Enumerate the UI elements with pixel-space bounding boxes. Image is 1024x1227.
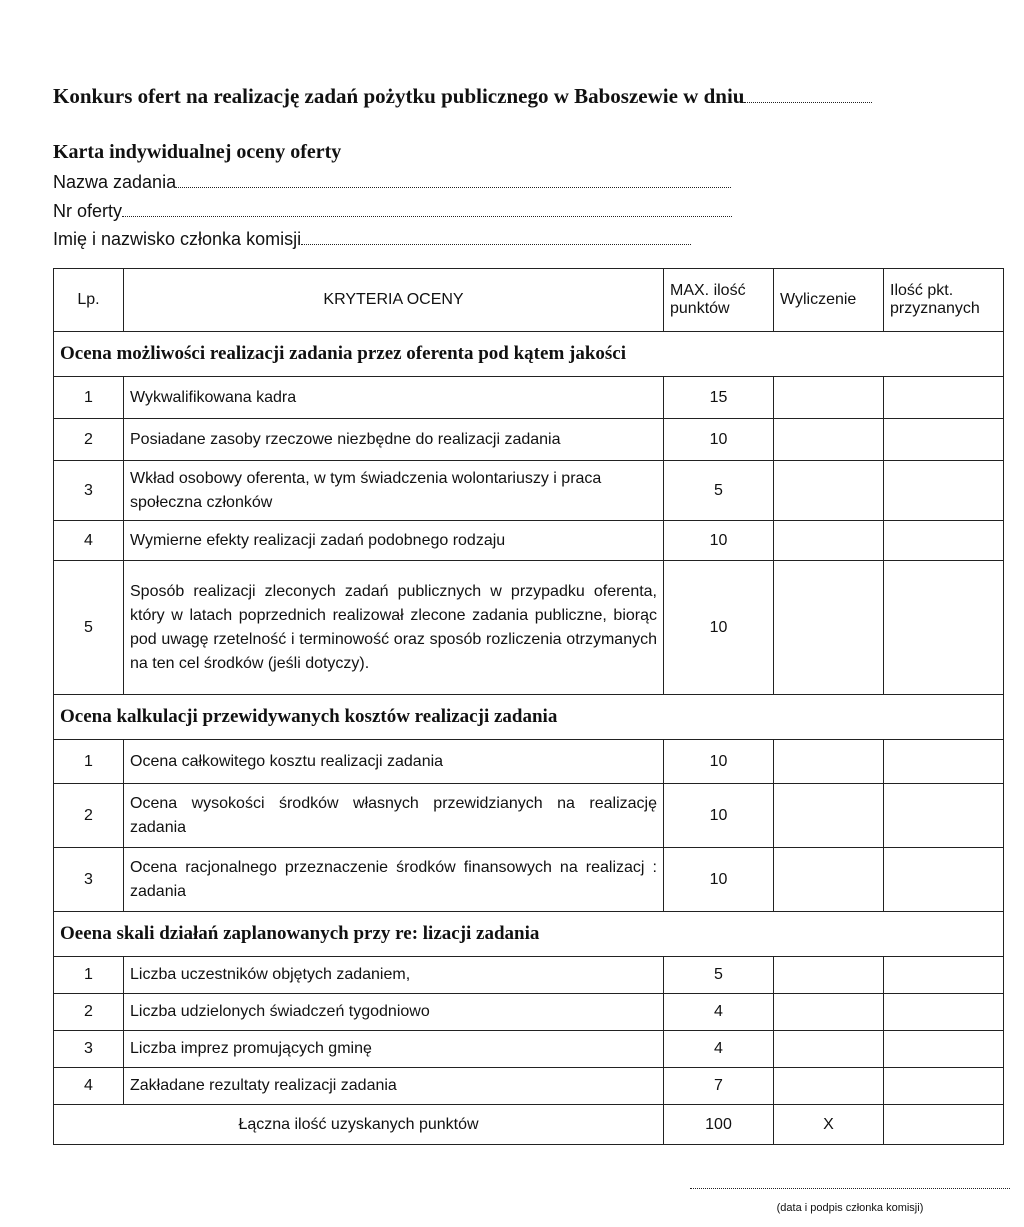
signature-block [690, 1188, 1010, 1214]
calc-cell[interactable] [774, 994, 884, 1031]
col-lp-header: Lp. [54, 269, 124, 332]
total-label: Łączna ilość uzyskanych punktów [54, 1105, 664, 1145]
field-offer-number-label: Nr oferty [53, 201, 123, 221]
total-row [54, 1105, 1004, 1145]
awarded-points-cell[interactable] [884, 377, 1004, 419]
col-max-header-line1: MAX. ilość [670, 282, 746, 299]
field-task-name [53, 172, 731, 193]
calc-cell[interactable] [774, 461, 884, 521]
contest-heading-text: Konkurs ofert na realizację zadań pożytku publicznego w Baboszewie w dniu [53, 84, 745, 108]
evaluation-table [53, 268, 1004, 1145]
max-points: 10 [664, 521, 774, 561]
calc-cell[interactable] [774, 561, 884, 695]
max-points: 10 [664, 848, 774, 912]
max-points: 10 [664, 740, 774, 784]
col-given-header-line1: Ilość pkt. [890, 282, 954, 299]
awarded-points-cell[interactable] [884, 784, 1004, 848]
task-name-fill-line[interactable] [176, 186, 731, 188]
row-number: 3 [54, 848, 124, 912]
contest-heading [53, 84, 872, 109]
criterion-text: Liczba udzielonych świadczeń tygodniowo [124, 994, 664, 1031]
table-row [54, 377, 1004, 419]
section-row [54, 332, 1004, 377]
awarded-points-cell[interactable] [884, 561, 1004, 695]
table-row [54, 521, 1004, 561]
awarded-points-cell[interactable] [884, 740, 1004, 784]
row-number: 2 [54, 419, 124, 461]
row-number: 1 [54, 957, 124, 994]
max-points: 4 [664, 1031, 774, 1068]
calc-cell[interactable] [774, 740, 884, 784]
col-max-header-line2: punktów [670, 300, 730, 317]
awarded-points-cell[interactable] [884, 994, 1004, 1031]
calc-cell[interactable] [774, 1068, 884, 1105]
row-number: 1 [54, 377, 124, 419]
field-offer-number [53, 201, 732, 222]
section-title: Ocena kalkulacji przewidywanych kosztów realizacji zadania [54, 695, 774, 740]
max-points: 5 [664, 461, 774, 521]
row-number: 2 [54, 784, 124, 848]
criterion-text: Wykwalifikowana kadra [124, 377, 664, 419]
criterion-text: Ocena wysokości środków własnych przewidzianych na realizację zadania [124, 784, 664, 848]
calc-cell[interactable] [774, 521, 884, 561]
max-points: 10 [664, 561, 774, 695]
col-given-header [884, 269, 1004, 332]
table-row [54, 740, 1004, 784]
section-title: Oeena skali działań zaplanowanych przy re: lizacji zadania [54, 912, 774, 957]
table-row [54, 461, 1004, 521]
max-points: 10 [664, 419, 774, 461]
awarded-points-cell[interactable] [884, 1031, 1004, 1068]
criterion-text: Zakładane rezultaty realizacji zadania [124, 1068, 664, 1105]
criterion-text: Posiadane zasoby rzeczowe niezbędne do realizacji zadania [124, 419, 664, 461]
table-row [54, 561, 1004, 695]
criterion-text: Ocena całkowitego kosztu realizacji zadania [124, 740, 664, 784]
criterion-text: Liczba uczestników objętych zadaniem, [124, 957, 664, 994]
table-row [54, 957, 1004, 994]
field-member-name [53, 229, 691, 250]
table-row [54, 419, 1004, 461]
col-criteria-header: KRYTERIA OCENY [124, 269, 664, 332]
calc-cell[interactable] [774, 419, 884, 461]
section-row [54, 912, 1004, 957]
total-calc-mark: X [774, 1105, 884, 1145]
calc-cell[interactable] [774, 1031, 884, 1068]
table-row [54, 1031, 1004, 1068]
max-points: 10 [664, 784, 774, 848]
section-title: Ocena możliwości realizacji zadania przez oferenta pod kątem jakości [54, 332, 774, 377]
date-fill-line[interactable] [744, 101, 872, 103]
member-name-fill-line[interactable] [301, 243, 691, 245]
signature-caption: (data i podpis członka komisji) [776, 1202, 924, 1214]
row-number: 3 [54, 461, 124, 521]
criterion-text: Ocena racjonalnego przeznaczenie środków finansowych na realizacj : zadania [124, 848, 664, 912]
col-max-header [664, 269, 774, 332]
awarded-points-cell[interactable] [884, 521, 1004, 561]
table-row [54, 1068, 1004, 1105]
row-number: 5 [54, 561, 124, 695]
criterion-text: Sposób realizacji zleconych zadań publicznych w przypadku oferenta, który w latach poprzednich realizował zlecone zadania publiczne, biorąc pod uwagę rzetelność i terminowość oraz sposób rozliczenia otrzymanych na ten cel środków (jeśli dotyczy). [124, 561, 664, 695]
awarded-points-cell[interactable] [884, 957, 1004, 994]
col-given-header-line2: przyznanych [890, 300, 980, 317]
calc-cell[interactable] [774, 784, 884, 848]
table-header-row [54, 269, 1004, 332]
criterion-text: Wkład osobowy oferenta, w tym świadczenia wolontariuszy i praca społeczna członków [124, 461, 664, 521]
field-task-name-label: Nazwa zadania [53, 172, 177, 192]
calc-cell[interactable] [774, 957, 884, 994]
table-row [54, 994, 1004, 1031]
signature-line[interactable] [690, 1188, 1010, 1190]
table-row [54, 848, 1004, 912]
row-number: 4 [54, 521, 124, 561]
awarded-points-cell[interactable] [884, 419, 1004, 461]
col-calc-header: Wyliczenie [774, 269, 884, 332]
criterion-text: Wymierne efekty realizacji zadań podobnego rodzaju [124, 521, 664, 561]
max-points: 5 [664, 957, 774, 994]
awarded-points-cell[interactable] [884, 461, 1004, 521]
section-row [54, 695, 1004, 740]
field-member-name-label: Imię i nazwisko członka komisji [53, 229, 302, 249]
awarded-points-cell[interactable] [884, 848, 1004, 912]
max-points: 15 [664, 377, 774, 419]
calc-cell[interactable] [774, 848, 884, 912]
card-title: Karta indywidualnej oceny oferty [53, 141, 342, 163]
max-points: 4 [664, 994, 774, 1031]
criterion-text: Liczba imprez promujących gminę [124, 1031, 664, 1068]
awarded-points-cell[interactable] [884, 1068, 1004, 1105]
calc-cell[interactable] [774, 377, 884, 419]
table-row [54, 784, 1004, 848]
max-points: 7 [664, 1068, 774, 1105]
row-number: 3 [54, 1031, 124, 1068]
row-number: 2 [54, 994, 124, 1031]
row-number: 1 [54, 740, 124, 784]
total-awarded-points-cell[interactable] [884, 1105, 1004, 1145]
offer-number-fill-line[interactable] [122, 215, 732, 217]
total-max-points: 100 [664, 1105, 774, 1145]
row-number: 4 [54, 1068, 124, 1105]
